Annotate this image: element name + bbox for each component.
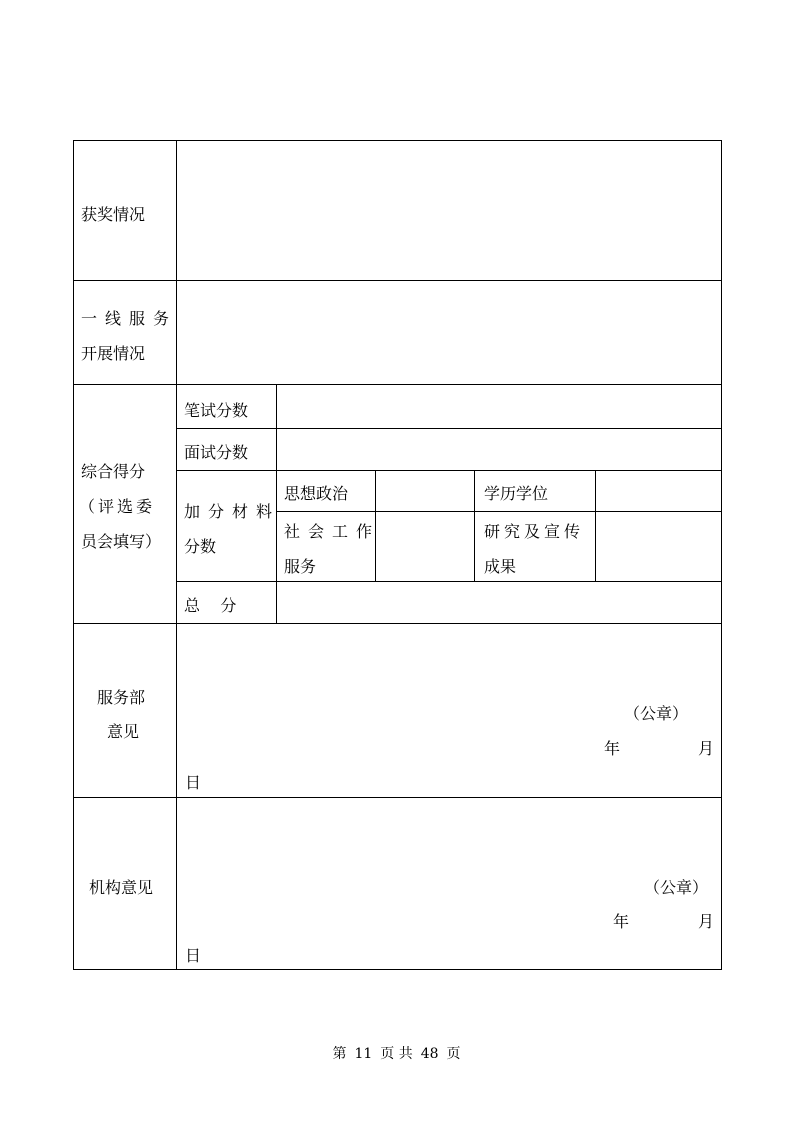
org-month: 月 bbox=[698, 912, 715, 931]
page-mid: 页 共 bbox=[380, 1046, 413, 1062]
bonus-label-line1: 加分材料 bbox=[184, 502, 281, 521]
frontline-label-line2: 开展情况 bbox=[81, 344, 146, 363]
page-footer bbox=[0, 1043, 793, 1063]
interview-score-label: 面试分数 bbox=[184, 443, 249, 462]
table-border-left bbox=[73, 140, 74, 970]
org-opinion-field[interactable] bbox=[177, 798, 721, 969]
total-score-label: 总 分 bbox=[184, 596, 237, 615]
score-col-divider bbox=[474, 470, 475, 581]
dept-seal: （公章） bbox=[624, 704, 689, 723]
awards-label: 获奖情况 bbox=[81, 205, 146, 224]
org-opinion-label: 机构意见 bbox=[89, 878, 154, 897]
dept-opinion-label-line1: 服务部 bbox=[97, 688, 146, 707]
interview-score-field[interactable] bbox=[277, 429, 721, 470]
education-label: 学历学位 bbox=[484, 484, 549, 503]
research-label-line2: 成果 bbox=[484, 557, 517, 576]
social-work-label-line1: 社会工作 bbox=[284, 522, 381, 541]
written-score-field[interactable] bbox=[277, 385, 721, 428]
frontline-field[interactable] bbox=[177, 281, 721, 384]
score-label-line3: 员会填写） bbox=[81, 532, 162, 551]
ideology-label: 思想政治 bbox=[284, 484, 349, 503]
table-border-right bbox=[721, 140, 722, 970]
org-year: 年 bbox=[613, 912, 630, 931]
bonus-label-line2: 分数 bbox=[184, 537, 217, 556]
score-label-line1: 综合得分 bbox=[81, 462, 146, 481]
dept-day: 日 bbox=[185, 773, 202, 792]
research-score-field[interactable] bbox=[596, 512, 721, 581]
social-work-label-line2: 服务 bbox=[284, 557, 317, 576]
org-day: 日 bbox=[185, 946, 202, 965]
total-score-field[interactable] bbox=[277, 582, 721, 623]
dept-opinion-label-line2: 意见 bbox=[107, 722, 140, 741]
page-total: 48 bbox=[420, 1046, 439, 1062]
score-label-line2: （评选委 bbox=[79, 497, 156, 516]
ideology-score-field[interactable] bbox=[376, 471, 474, 511]
social-work-score-field[interactable] bbox=[376, 512, 474, 581]
table-border-bottom bbox=[73, 969, 722, 970]
education-score-field[interactable] bbox=[596, 471, 721, 511]
frontline-label-line1: 一线服务 bbox=[81, 309, 178, 328]
research-label-line1: 研究及宣传 bbox=[484, 522, 585, 541]
awards-field[interactable] bbox=[177, 141, 721, 280]
org-seal: （公章） bbox=[644, 878, 709, 897]
page-suffix: 页 bbox=[446, 1046, 461, 1062]
page-current: 11 bbox=[354, 1046, 373, 1062]
page-prefix: 第 bbox=[332, 1046, 347, 1062]
written-score-label: 笔试分数 bbox=[184, 401, 249, 420]
dept-year: 年 bbox=[604, 739, 621, 758]
dept-month: 月 bbox=[698, 739, 715, 758]
